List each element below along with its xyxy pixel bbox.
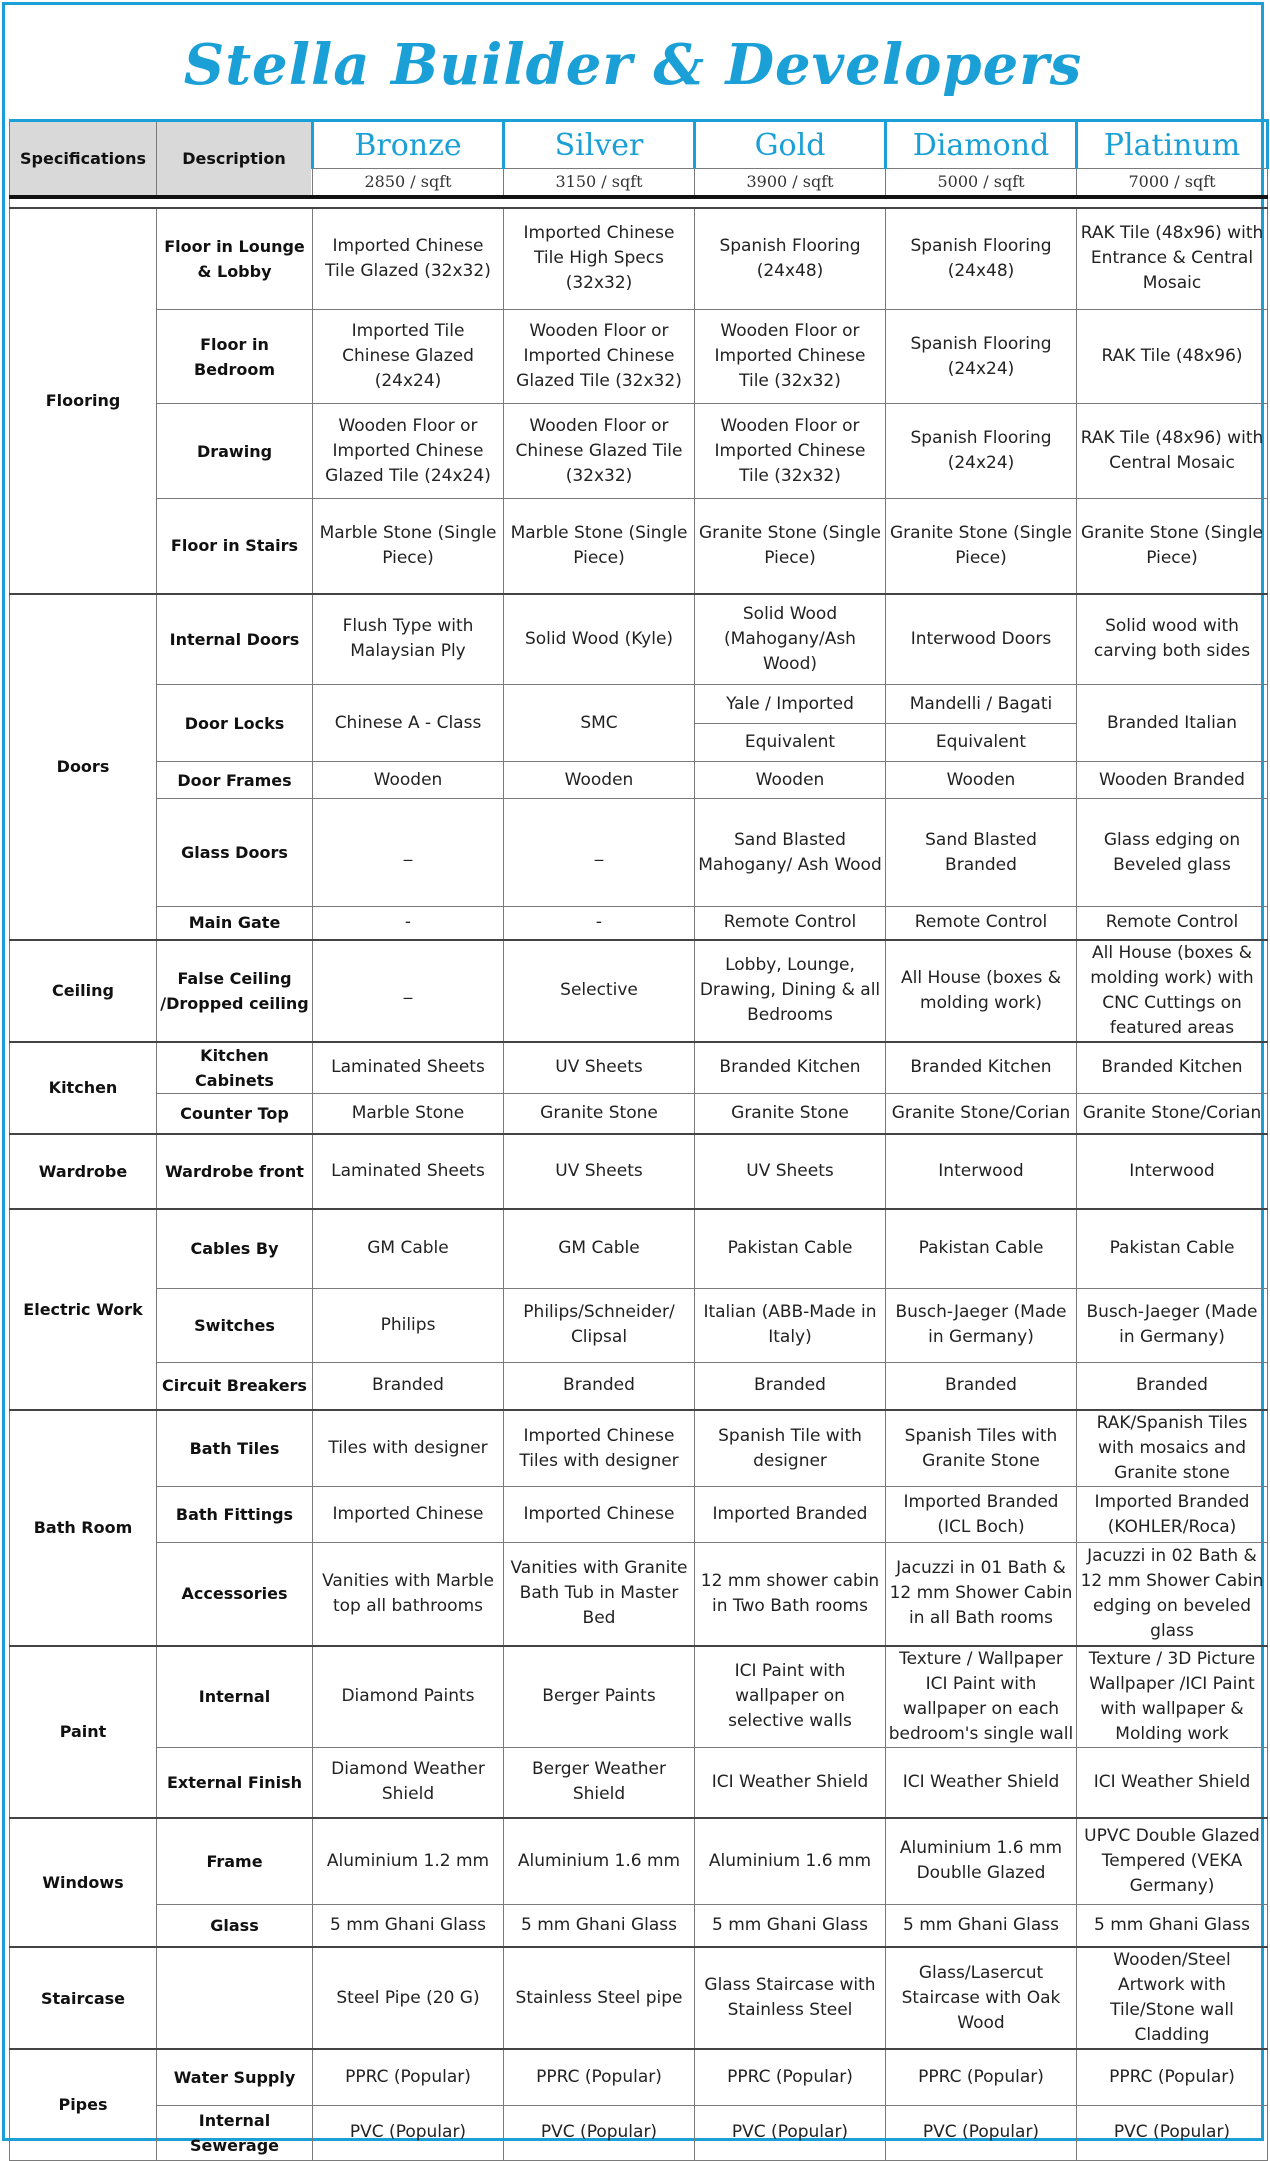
- spec-cell: Glass Staircase with Stainless Steel: [695, 1947, 886, 2049]
- spec-cell: All House (boxes & molding work) with CNC Cuttings on featured areas: [1077, 940, 1268, 1042]
- row-label: Water Supply: [157, 2049, 313, 2105]
- spec-sheet: [2, 2, 1264, 2155]
- spec-cell: ICI Weather Shield: [695, 1747, 886, 1818]
- spec-cell: PVC (Popular): [504, 2105, 695, 2160]
- spec-cell: Busch-Jaeger (Made in Germany): [886, 1288, 1077, 1362]
- spec-cell: Wooden: [886, 762, 1077, 799]
- spec-cell: Marble Stone (Single Piece): [313, 499, 504, 594]
- spec-cell: Aluminium 1.6 mm: [504, 1818, 695, 1904]
- row-label: Internal Doors: [157, 594, 313, 685]
- spec-cell: Diamond Weather Shield: [313, 1747, 504, 1818]
- spec-cell: Branded Kitchen: [1077, 1042, 1268, 1094]
- spec-cell: PPRC (Popular): [1077, 2049, 1268, 2105]
- row-label: Floor in Bedroom: [157, 310, 313, 404]
- row-label: Wardrobe front: [157, 1134, 313, 1209]
- spec-cell: ICI Paint with wallpaper on selective walls: [695, 1646, 886, 1748]
- row-label: Accessories: [157, 1543, 313, 1646]
- category-wardrobe: Wardrobe: [10, 1134, 157, 1209]
- spec-cell: PVC (Popular): [313, 2105, 504, 2160]
- row-label: Internal: [157, 1646, 313, 1748]
- row-label: Glass: [157, 1904, 313, 1947]
- spec-cell: Imported Chinese Tile Glazed (32x32): [313, 208, 504, 310]
- package-name-platinum: Platinum: [1077, 121, 1268, 169]
- row-label: Cables By: [157, 1209, 313, 1288]
- spec-cell: PPRC (Popular): [313, 2049, 504, 2105]
- spec-cell: -: [504, 907, 695, 940]
- spec-cell: Granite Stone (Single Piece): [886, 499, 1077, 594]
- spec-cell: 5 mm Ghani Glass: [886, 1904, 1077, 1947]
- spec-cell: Equivalent: [886, 724, 1077, 762]
- spec-cell: Imported Branded: [695, 1487, 886, 1543]
- spec-cell: Wooden: [313, 762, 504, 799]
- spec-cell: Pakistan Cable: [1077, 1209, 1268, 1288]
- spec-cell: -: [313, 907, 504, 940]
- row-label: Bath Fittings: [157, 1487, 313, 1543]
- row-label: Drawing: [157, 404, 313, 499]
- package-price-silver: 3150 / sqft: [504, 169, 695, 197]
- package-price-bronze: 2850 / sqft: [313, 169, 504, 197]
- package-price-diamond: 5000 / sqft: [886, 169, 1077, 197]
- category-windows: Windows: [10, 1818, 157, 1947]
- spec-cell: PPRC (Popular): [695, 2049, 886, 2105]
- header-specifications: Specifications: [10, 121, 157, 197]
- spec-cell: Tiles with designer: [313, 1410, 504, 1487]
- spec-cell: Branded: [886, 1362, 1077, 1410]
- category-electric-work: Electric Work: [10, 1209, 157, 1410]
- spec-cell: Vanities with Marble top all bathrooms: [313, 1543, 504, 1646]
- spec-cell: Texture / Wallpaper ICI Paint with wallpaper on each bedroom's single wall: [886, 1646, 1077, 1748]
- spec-cell: Chinese A - Class: [313, 685, 504, 762]
- spec-cell: Glass/Lasercut Staircase with Oak Wood: [886, 1947, 1077, 2049]
- category-pipes: Pipes: [10, 2049, 157, 2160]
- spec-cell: Remote Control: [886, 907, 1077, 940]
- spec-cell: Wooden Floor or Imported Chinese Tile (32x32): [695, 404, 886, 499]
- spec-cell: Steel Pipe (20 G): [313, 1947, 504, 2049]
- spec-cell: PVC (Popular): [1077, 2105, 1268, 2160]
- spec-cell: Interwood: [886, 1134, 1077, 1209]
- spec-cell: Imported Branded (KOHLER/Roca): [1077, 1487, 1268, 1543]
- spec-cell: Imported Chinese: [313, 1487, 504, 1543]
- spec-cell: Branded: [313, 1362, 504, 1410]
- spec-cell: Wooden Branded: [1077, 762, 1268, 799]
- category-kitchen: Kitchen: [10, 1042, 157, 1135]
- row-label: Internal Sewerage: [157, 2105, 313, 2160]
- spec-cell: Spanish Flooring (24x48): [695, 208, 886, 310]
- spec-cell: Laminated Sheets: [313, 1042, 504, 1094]
- spec-cell: Imported Chinese Tile High Specs (32x32): [504, 208, 695, 310]
- row-label: Door Frames: [157, 762, 313, 799]
- spec-cell: ICI Weather Shield: [1077, 1747, 1268, 1818]
- spec-cell: _: [313, 940, 504, 1042]
- spec-cell: Granite Stone: [504, 1093, 695, 1134]
- spec-cell: PPRC (Popular): [886, 2049, 1077, 2105]
- category-bath-room: Bath Room: [10, 1410, 157, 1646]
- spec-cell: Yale / Imported: [695, 685, 886, 724]
- spec-cell: Branded: [695, 1362, 886, 1410]
- spec-cell: GM Cable: [504, 1209, 695, 1288]
- category-staircase: Staircase: [10, 1947, 157, 2049]
- row-label: Counter Top: [157, 1093, 313, 1134]
- row-label: Kitchen Cabinets: [157, 1042, 313, 1094]
- spec-cell: Granite Stone/Corian: [1077, 1093, 1268, 1134]
- package-name-diamond: Diamond: [886, 121, 1077, 169]
- spec-cell: Stainless Steel pipe: [504, 1947, 695, 2049]
- spec-cell: Branded Italian: [1077, 685, 1268, 762]
- row-label: Switches: [157, 1288, 313, 1362]
- spec-cell: Wooden Floor or Imported Chinese Glazed Tile (32x32): [504, 310, 695, 404]
- spec-cell: Equivalent: [695, 724, 886, 762]
- spec-cell: _: [313, 799, 504, 907]
- page-title: Stella Builder & Developers: [183, 32, 1083, 98]
- header-description: Description: [157, 121, 313, 197]
- spec-cell: Aluminium 1.6 mm Doublle Glazed: [886, 1818, 1077, 1904]
- spec-cell: UV Sheets: [504, 1134, 695, 1209]
- spec-cell: Wooden: [504, 762, 695, 799]
- spec-cell: Mandelli / Bagati: [886, 685, 1077, 724]
- spec-cell: Laminated Sheets: [313, 1134, 504, 1209]
- spec-cell: Branded: [504, 1362, 695, 1410]
- spec-cell: Jacuzzi in 02 Bath & 12 mm Shower Cabin edging on beveled glass: [1077, 1543, 1268, 1646]
- spec-cell: Selective: [504, 940, 695, 1042]
- spec-cell: RAK/Spanish Tiles with mosaics and Granite stone: [1077, 1410, 1268, 1487]
- spec-cell: Glass edging on Beveled glass: [1077, 799, 1268, 907]
- row-label: External Finish: [157, 1747, 313, 1818]
- row-label: Glass Doors: [157, 799, 313, 907]
- spec-cell: Wooden/Steel Artwork with Tile/Stone wall Cladding: [1077, 1947, 1268, 2049]
- spec-cell: All House (boxes & molding work): [886, 940, 1077, 1042]
- spec-cell: 5 mm Ghani Glass: [313, 1904, 504, 1947]
- row-label: Circuit Breakers: [157, 1362, 313, 1410]
- spec-cell: Italian (ABB-Made in Italy): [695, 1288, 886, 1362]
- spec-cell: 5 mm Ghani Glass: [504, 1904, 695, 1947]
- spec-cell: PVC (Popular): [695, 2105, 886, 2160]
- category-flooring: Flooring: [10, 208, 157, 594]
- row-label: Door Locks: [157, 685, 313, 762]
- spec-cell: _: [504, 799, 695, 907]
- package-price-gold: 3900 / sqft: [695, 169, 886, 197]
- spec-cell: Vanities with Granite Bath Tub in Master Bed: [504, 1543, 695, 1646]
- row-label: Main Gate: [157, 907, 313, 940]
- spec-cell: Granite Stone/Corian: [886, 1093, 1077, 1134]
- spec-cell: Marble Stone: [313, 1093, 504, 1134]
- spec-cell: Aluminium 1.6 mm: [695, 1818, 886, 1904]
- category-doors: Doors: [10, 594, 157, 940]
- specifications-table: [9, 119, 1269, 2161]
- spec-cell: Interwood Doors: [886, 594, 1077, 685]
- spec-cell: Branded: [1077, 1362, 1268, 1410]
- spec-cell: UPVC Double Glazed Tempered (VEKA Germany): [1077, 1818, 1268, 1904]
- spec-cell: RAK Tile (48x96) with Entrance & Central Mosaic: [1077, 208, 1268, 310]
- spec-cell: UV Sheets: [504, 1042, 695, 1094]
- spec-cell: 5 mm Ghani Glass: [1077, 1904, 1268, 1947]
- spec-cell: Spanish Flooring (24x24): [886, 404, 1077, 499]
- spec-cell: 5 mm Ghani Glass: [695, 1904, 886, 1947]
- spec-cell: 12 mm shower cabin in Two Bath rooms: [695, 1543, 886, 1646]
- spec-cell: Sand Blasted Branded: [886, 799, 1077, 907]
- row-label: Floor in Lounge & Lobby: [157, 208, 313, 310]
- row-label: Bath Tiles: [157, 1410, 313, 1487]
- package-price-platinum: 7000 / sqft: [1077, 169, 1268, 197]
- row-label: Frame: [157, 1818, 313, 1904]
- spec-cell: Berger Paints: [504, 1646, 695, 1748]
- spec-cell: Pakistan Cable: [695, 1209, 886, 1288]
- spec-cell: Jacuzzi in 01 Bath & 12 mm Shower Cabin in all Bath rooms: [886, 1543, 1077, 1646]
- spec-cell: Granite Stone (Single Piece): [695, 499, 886, 594]
- package-name-bronze: Bronze: [313, 121, 504, 169]
- spec-cell: PVC (Popular): [886, 2105, 1077, 2160]
- spec-cell: ICI Weather Shield: [886, 1747, 1077, 1818]
- spec-cell: Remote Control: [1077, 907, 1268, 940]
- row-label: Floor in Stairs: [157, 499, 313, 594]
- category-ceiling: Ceiling: [10, 940, 157, 1042]
- spec-cell: Branded Kitchen: [695, 1042, 886, 1094]
- spec-cell: Marble Stone (Single Piece): [504, 499, 695, 594]
- spec-cell: SMC: [504, 685, 695, 762]
- spec-cell: Imported Chinese Tiles with designer: [504, 1410, 695, 1487]
- spec-cell: Spanish Flooring (24x48): [886, 208, 1077, 310]
- spec-cell: Sand Blasted Mahogany/ Ash Wood: [695, 799, 886, 907]
- spec-cell: RAK Tile (48x96): [1077, 310, 1268, 404]
- spec-cell: Flush Type with Malaysian Ply: [313, 594, 504, 685]
- spec-cell: Granite Stone: [695, 1093, 886, 1134]
- spec-cell: Lobby, Lounge, Drawing, Dining & all Bedrooms: [695, 940, 886, 1042]
- spec-cell: Wooden Floor or Imported Chinese Tile (32x32): [695, 310, 886, 404]
- spec-cell: Spanish Tiles with Granite Stone: [886, 1410, 1077, 1487]
- spec-cell: Texture / 3D Picture Wallpaper /ICI Paint with wallpaper & Molding work: [1077, 1646, 1268, 1748]
- spec-cell: Interwood: [1077, 1134, 1268, 1209]
- spec-cell: GM Cable: [313, 1209, 504, 1288]
- spec-cell: UV Sheets: [695, 1134, 886, 1209]
- package-name-silver: Silver: [504, 121, 695, 169]
- row-label: False Ceiling /Dropped ceiling: [157, 940, 313, 1042]
- spec-cell: Spanish Flooring (24x24): [886, 310, 1077, 404]
- spec-cell: Imported Branded (ICL Boch): [886, 1487, 1077, 1543]
- spec-cell: Granite Stone (Single Piece): [1077, 499, 1268, 594]
- spec-cell: Branded Kitchen: [886, 1042, 1077, 1094]
- spec-cell: Diamond Paints: [313, 1646, 504, 1748]
- spec-cell: Busch-Jaeger (Made in Germany): [1077, 1288, 1268, 1362]
- spec-cell: Solid wood with carving both sides: [1077, 594, 1268, 685]
- spec-cell: Aluminium 1.2 mm: [313, 1818, 504, 1904]
- spec-cell: Imported Chinese: [504, 1487, 695, 1543]
- row-label: [157, 1947, 313, 2049]
- spec-cell: Wooden: [695, 762, 886, 799]
- spec-cell: Solid Wood (Mahogany/Ash Wood): [695, 594, 886, 685]
- spec-cell: Berger Weather Shield: [504, 1747, 695, 1818]
- spec-cell: Philips: [313, 1288, 504, 1362]
- spec-cell: Remote Control: [695, 907, 886, 940]
- spec-cell: Philips/Schneider/ Clipsal: [504, 1288, 695, 1362]
- spec-cell: Wooden Floor or Imported Chinese Glazed Tile (24x24): [313, 404, 504, 499]
- spec-cell: Spanish Tile with designer: [695, 1410, 886, 1487]
- spec-cell: RAK Tile (48x96) with Central Mosaic: [1077, 404, 1268, 499]
- spec-cell: Imported Tile Chinese Glazed (24x24): [313, 310, 504, 404]
- spec-cell: Wooden Floor or Chinese Glazed Tile (32x32): [504, 404, 695, 499]
- spec-cell: PPRC (Popular): [504, 2049, 695, 2105]
- spec-cell: Pakistan Cable: [886, 1209, 1077, 1288]
- spec-cell: Solid Wood (Kyle): [504, 594, 695, 685]
- category-paint: Paint: [10, 1646, 157, 1819]
- package-name-gold: Gold: [695, 121, 886, 169]
